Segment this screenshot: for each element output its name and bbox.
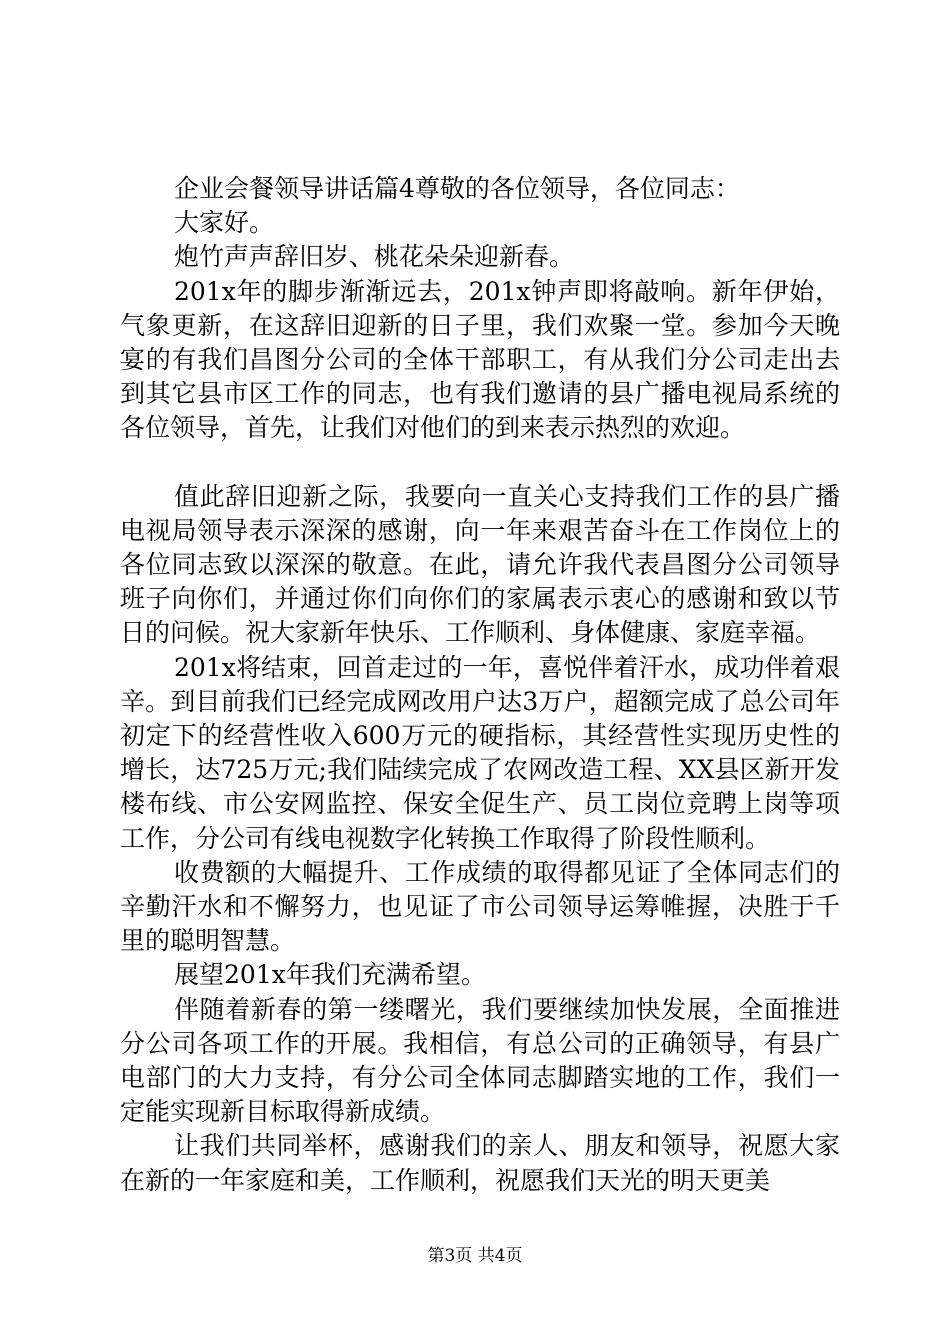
paragraph-efforts: 收费额的大幅提升、工作成绩的取得都见证了全体同志们的辛勤汗水和不懈努力，也见证了市公司领导运筹帷握，决胜于千里的聪明智慧。 bbox=[120, 857, 840, 956]
paragraph-spring: 炮竹声声辞旧岁、桃花朵朵迎新春。 bbox=[174, 242, 575, 272]
paragraph-new-year: 201x年的脚步渐渐远去，201x钟声即将敲响。新年伊始，气象更新，在这辞旧迎新的日子里，我们欢聚一堂。参加今天晚宴的有我们昌图分公司的全体干部职工，有从我们分公司走出去到其它县市区工作的同志，也有我们邀请的县广播电视局系统的各位领导，首先，让我们对他们的到来表示热烈的欢迎。 bbox=[120, 276, 840, 443]
paragraph-toast: 让我们共同举杯，感谢我们的亲人、朋友和领导，祝愿大家在新的一年家庭和美，工作顺利，祝愿我们天光的明天更美 bbox=[120, 1131, 840, 1195]
paragraph-achievements: 201x将结束，回首走过的一年，喜悦伴着汗水，成功伴着艰辛。到目前我们已经完成网改用户达3万户，超额完成了总公司年初定下的经营性收入600万元的硬指标，其经营性实现历史性的增长，达725万元;我们陆续完成了农网改造工程、XX县区新开发楼布线、市公安网监控、保安全促生产、员工岗位竞聘上岗等项工作，分公司有线电视数字化转换工作取得了阶段性顺利。 bbox=[120, 652, 840, 853]
speech-body bbox=[120, 172, 840, 1198]
page-number-footer: 第3页 共4页 bbox=[427, 1246, 523, 1266]
paragraph-hello: 大家好。 bbox=[174, 208, 275, 238]
paragraph-title-greeting: 企业会餐领导讲话篇4尊敬的各位领导，各位同志： bbox=[174, 174, 740, 203]
paragraph-outlook: 展望201x年我们充满希望。 bbox=[174, 960, 486, 990]
paragraph-development: 伴随着新春的第一缕曙光，我们要继续加快发展，全面推进分公司各项工作的开展。我相信，有总公司的正确领导，有县广电部门的大力支持，有分公司全体同志脚踏实地的工作，我们一定能实现新目标取得新成绩。 bbox=[120, 994, 840, 1127]
paragraph-thanks: 值此辞旧迎新之际，我要向一直关心支持我们工作的县广播电视局领导表示深深的感谢，向一年来艰苦奋斗在工作岗位上的各位同志致以深深的敬意。在此，请允许我代表昌图分公司领导班子向你们，并通过你们向你们的家属表示衷心的感谢和致以节日的问候。祝大家新年快乐、工作顺利、身体健康、家庭幸福。 bbox=[120, 481, 840, 648]
